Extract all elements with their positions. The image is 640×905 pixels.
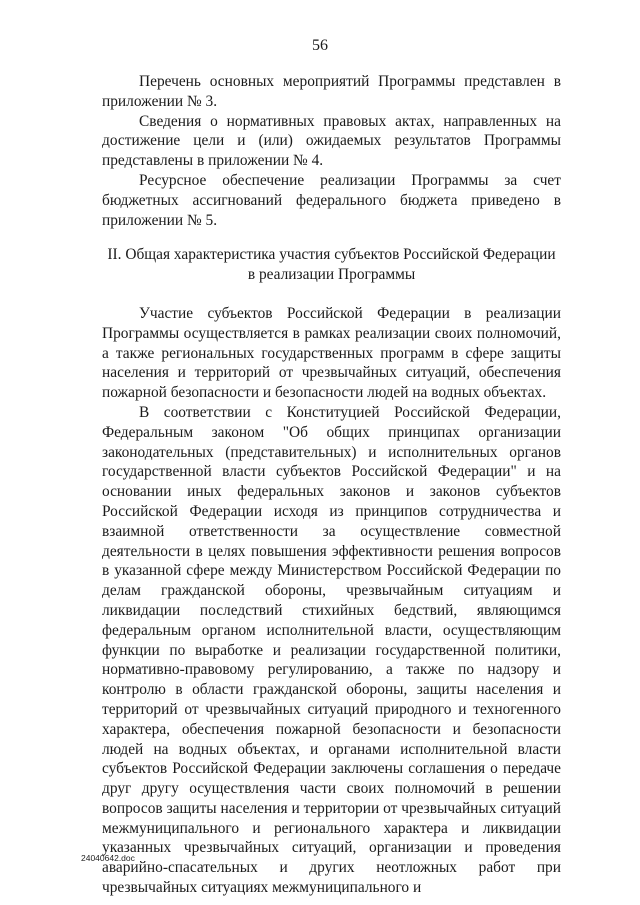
- section-heading: [102, 245, 561, 285]
- paragraph-resource-support: Ресурсное обеспечение реализации Программы за счет бюджетных ассигнований федерального бюджета приведено в приложении № 5.: [102, 171, 561, 229]
- document-body: [102, 72, 561, 898]
- paragraph-regional-participation: Участие субъектов Российской Федерации в реализации Программы осуществляется в рамках реализации своих полномочий, а также региональных государственных программ в сфере защиты населения и территорий от чрезвычайных ситуаций, обеспечения пожарной безопасности и безопасности людей на водных объектах.: [102, 304, 561, 402]
- paragraph-activities-list: Перечень основных мероприятий Программы представлен в приложении № 3.: [102, 73, 561, 110]
- page-number: 56: [312, 37, 328, 54]
- section-heading-line-1: II. Общая характеристика участия субъектов Российской Федерации: [107, 246, 556, 264]
- paragraph-legal-acts: Сведения о нормативных правовых актах, направленных на достижение цели и (или) ожидаемых результатов Программы представлены в приложении № 4.: [102, 112, 561, 170]
- section-heading-line-2: в реализации Программы: [247, 266, 416, 284]
- paragraph-constitution-agreements: В соответствии с Конституцией Российской Федерации, Федеральным законом "Об общих принципах организации законодательных (представительных) и исполнительных органов государственной власти субъектов Российской Федерации" и на основании иных федеральных законов и законов субъектов Российской Федерации исходя из принципов сотрудничества и взаимной ответственности за осуществление совместной деятельности в целях повышения эффективности решения вопросов в указанной сфере между Министерством Российской Федерации по делам гражданской обороны, чрезвычайным ситуациям и ликвидации последствий стихийных бедствий, являющимся федеральным органом исполнительной власти, осуществляющим функции по выработке и реализации государственной политики, нормативно-правовому регулированию, а также по надзору и контролю в области гражданской обороны, защиты населения и территорий от чрезвычайных ситуаций природного и техногенного характера, обеспечения пожарной безопасности и безопасности людей на водных объектах, и органами исполнительной власти субъектов Российской Федерации заключены соглашения о передаче друг другу осуществления части своих полномочий в решении вопросов защиты населения и территории от чрезвычайных ситуаций межмуниципального и регионального характера и ликвидации указанных чрезвычайных ситуаций, организации и проведения аварийно-спасательных и других неотложных работ при чрезвычайных ситуациях межмуниципального и: [102, 403, 561, 897]
- file-name-footer: 24040642.doc: [81, 853, 135, 863]
